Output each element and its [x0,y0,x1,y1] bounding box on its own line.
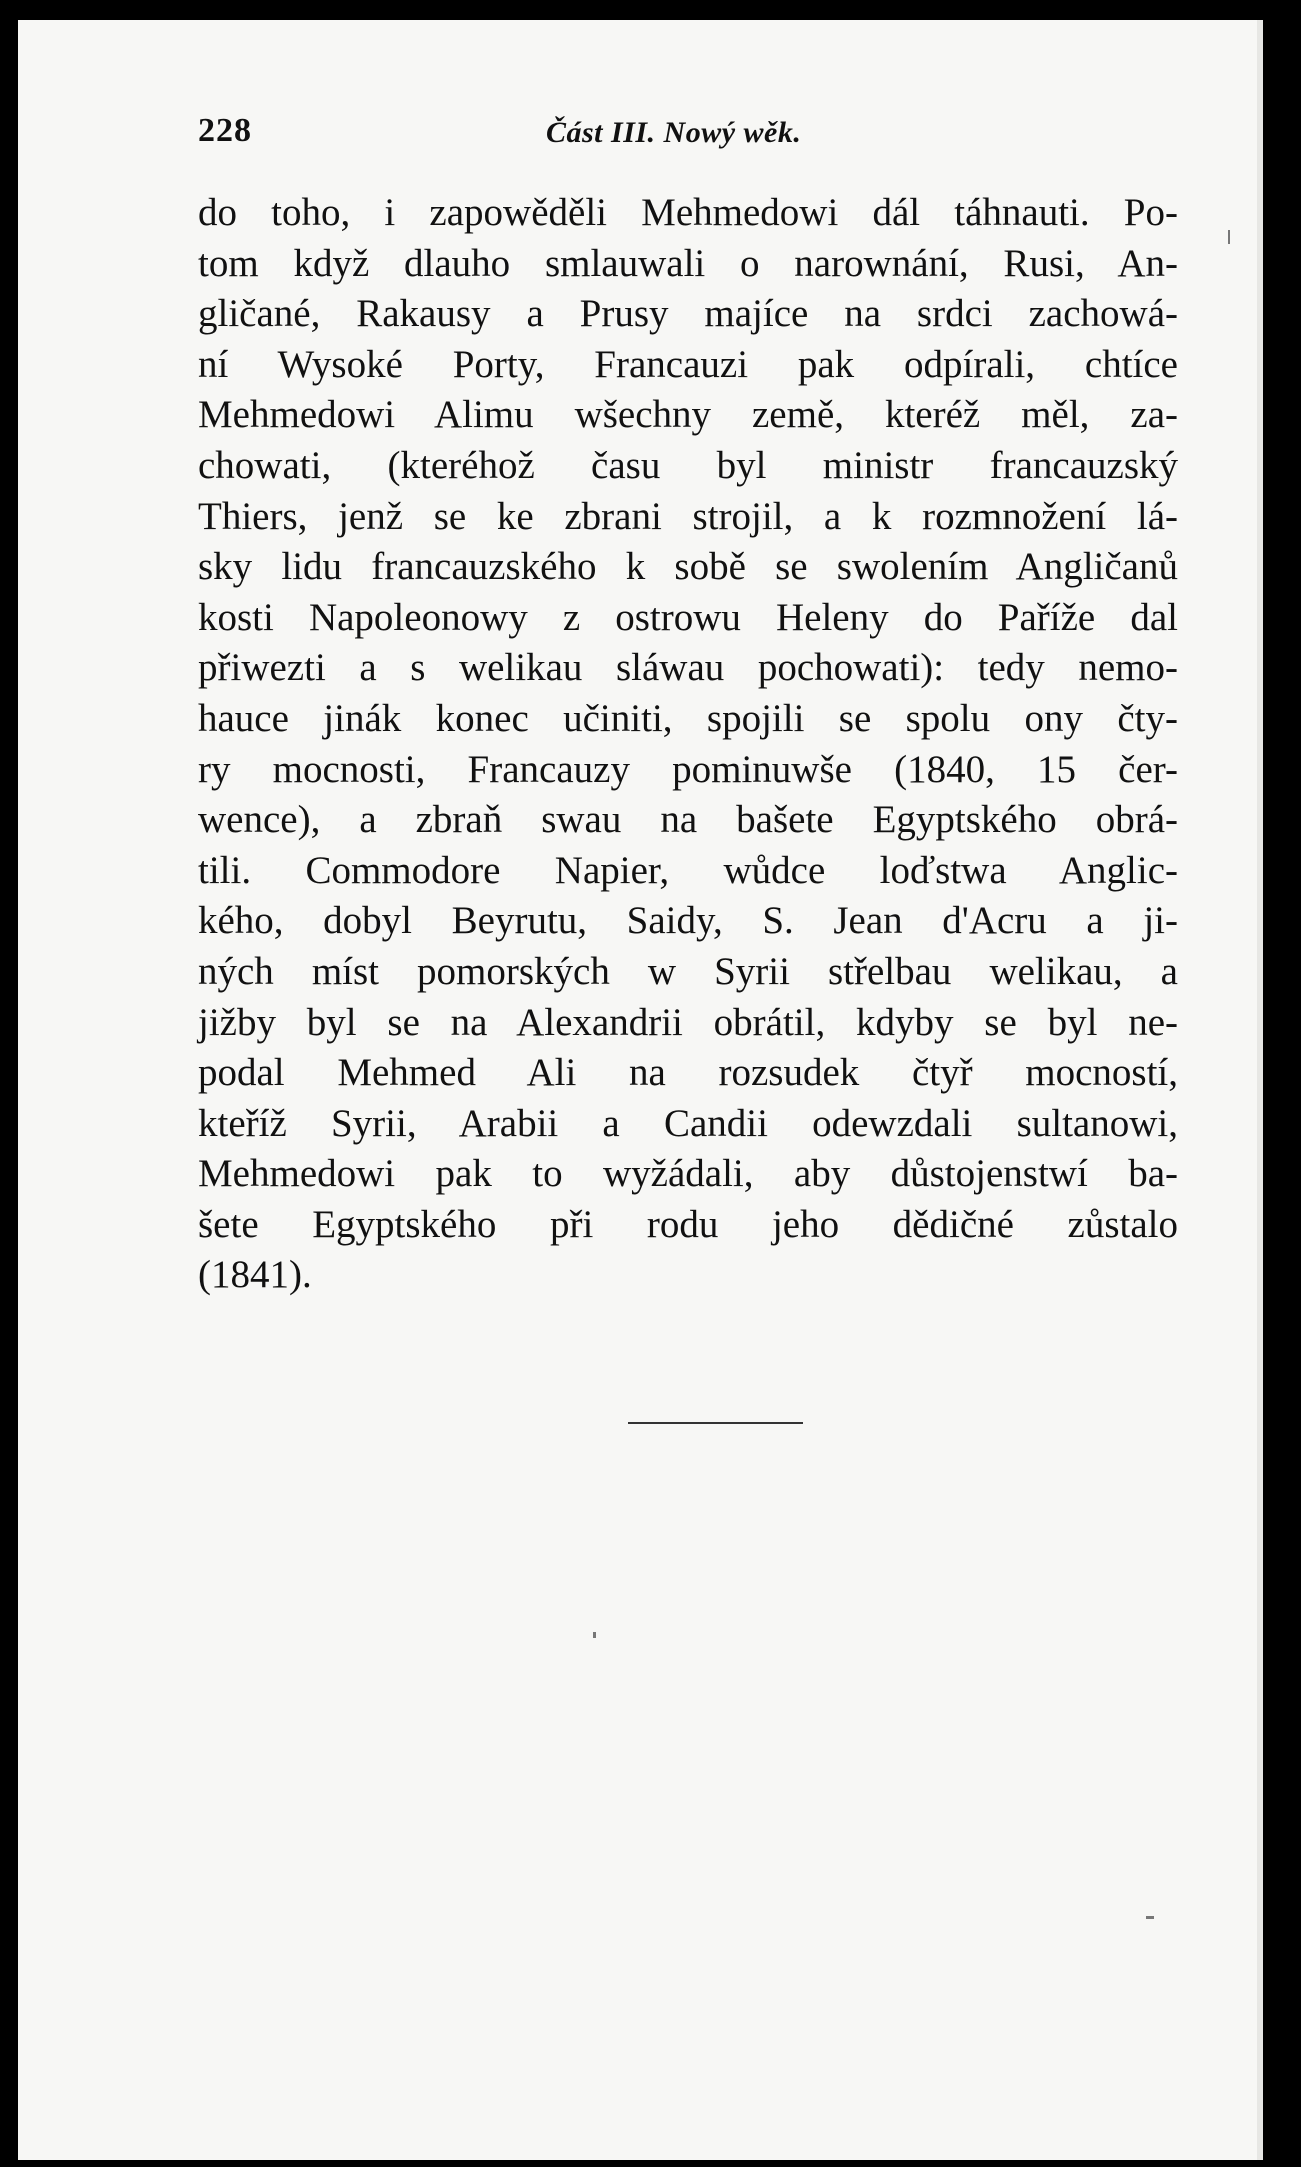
paper-speck [593,1632,596,1638]
text-line: podal Mehmed Ali na rozsudek čtyř mocností, [198,1051,1178,1095]
text-line: hauce jinák konec učiniti, spojili se spolu ony čty- [198,696,1178,740]
book-page [18,20,1263,2160]
text-line: kého, dobyl Beyrutu, Saidy, S. Jean d'Acru a ji- [198,899,1178,943]
text-line: jižby byl se na Alexandrii obrátil, kdyby se byl ne- [198,1000,1178,1044]
text-line: ní Wysoké Porty, Francauzi pak odpírali, chtíce [198,342,1178,386]
text-line: gličané, Rakausy a Prusy majíce na srdci zachowá- [198,292,1178,336]
page-number: 228 [198,112,252,149]
text-line: ných míst pomorských w Syrii střelbau welikau, a [198,949,1178,993]
text-line: do toho, i zapowěděli Mehmedowi dál táhnauti. Po- [198,191,1178,234]
text-line: kosti Napoleonowy z ostrowu Heleny do Paříže dal [198,595,1178,639]
running-head: Část III. Nowý wěk. [546,116,802,149]
text-line: tom když dlauho smlauwali o narownání, Rusi, An- [198,241,1178,285]
text-line: kteříž Syrii, Arabii a Candii odewzdali sultanowi, [198,1101,1178,1145]
text-line: šete Egyptského při rodu jeho dědičné zůstalo [198,1202,1178,1246]
text-line: přiwezti a s welikau sláwau pochowati): tedy nemo- [198,646,1178,690]
text-line: (1841). [198,1253,312,1297]
text-line: Mehmedowi pak to wyžádali, aby důstojenstwí ba- [198,1152,1178,1196]
text-line: chowati, (kteréhož času byl ministr francauzský [198,443,1178,487]
text-line: tili. Commodore Napier, wůdce loďstwa Anglic- [198,848,1178,892]
text-line: Mehmedowi Alimu wšechny země, kteréž měl, za- [198,393,1178,437]
body-text [198,188,1178,1301]
text-line: wence), a zbraň swau na bašete Egyptského obrá- [198,798,1178,842]
page-header [198,112,868,172]
paper-speck [1146,1916,1154,1919]
paper-speck [1228,230,1230,244]
page-edge [1257,20,1263,2160]
text-line: Thiers, jenž se ke zbrani strojil, a k rozmnožení lá- [198,494,1178,538]
section-rule [628,1422,803,1424]
text-line: sky lidu francauzského k sobě se swolením Angličanů [198,545,1178,589]
text-line: ry mocnosti, Francauzy pominuwše (1840, 15 čer- [198,747,1178,791]
